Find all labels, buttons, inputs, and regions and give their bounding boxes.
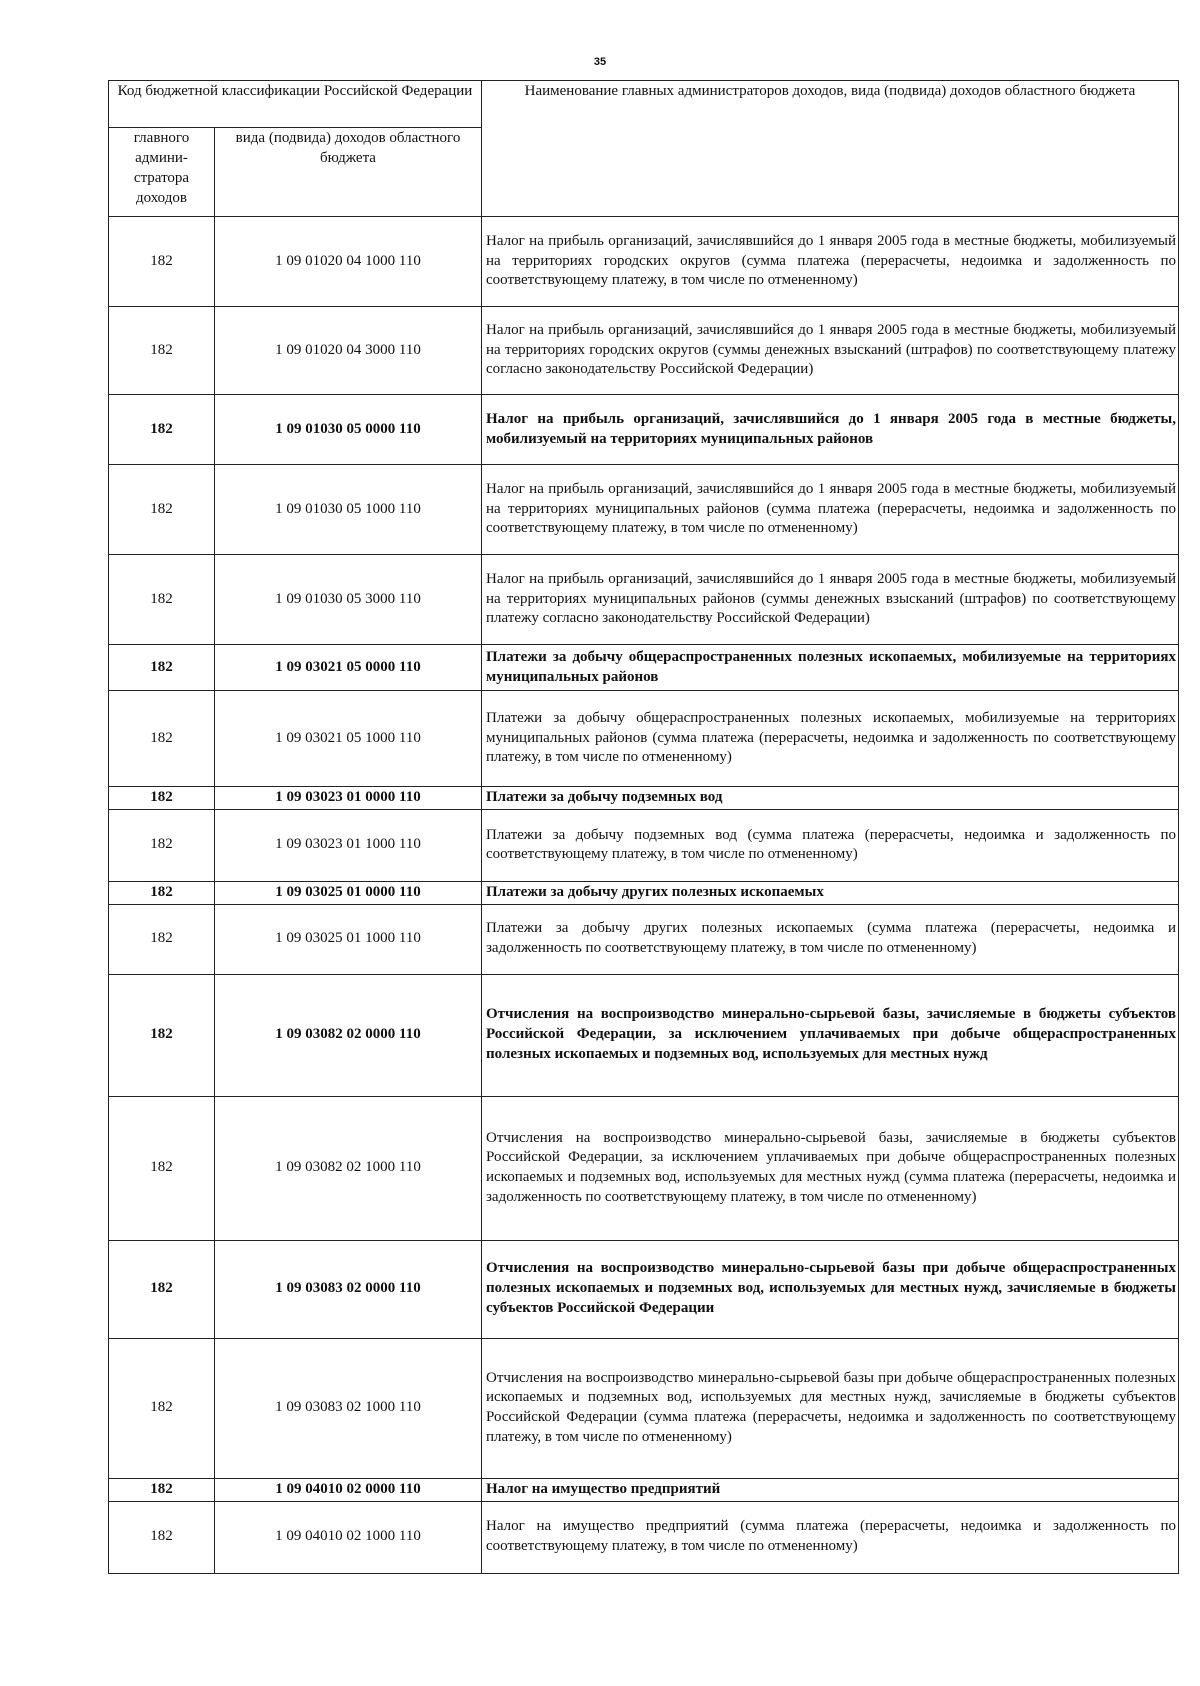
table-row <box>109 1478 1179 1501</box>
admin-code-cell: 182 <box>109 881 215 904</box>
admin-code-cell: 182 <box>109 555 215 645</box>
admin-code-cell: 182 <box>109 691 215 787</box>
table-row <box>109 555 1179 645</box>
description-cell: Платежи за добычу общераспространенных полезных ископаемых, мобилизуемые на территориях муниципальных районов (сумма платежа (перерасчеты, недоимка и задолженность по соответствующему платежу, в том числе по отмененному) <box>482 691 1179 787</box>
admin-code-cell: 182 <box>109 395 215 465</box>
budget-code-cell: 1 09 01030 05 1000 110 <box>215 465 482 555</box>
header-income-type: вида (подвида) доходов областного бюджета <box>215 128 482 217</box>
budget-code-cell: 1 09 01020 04 1000 110 <box>215 217 482 307</box>
budget-classification-table <box>108 80 1179 1574</box>
description-cell: Платежи за добычу других полезных ископаемых (сумма платежа (перерасчеты, недоимка и задолженность по соответствующему платежу, в том числе по отмененному) <box>482 904 1179 974</box>
description-cell: Налог на имущество предприятий <box>482 1478 1179 1501</box>
budget-code-cell: 1 09 03082 02 1000 110 <box>215 1096 482 1240</box>
description-cell: Платежи за добычу подземных вод (сумма платежа (перерасчеты, недоимка и задолженность по соответствующему платежу, в том числе по отмененному) <box>482 809 1179 881</box>
admin-code-cell: 182 <box>109 1338 215 1478</box>
table-row <box>109 1338 1179 1478</box>
page-number: 35 <box>593 56 607 68</box>
table-row <box>109 1096 1179 1240</box>
table-row <box>109 881 1179 904</box>
budget-code-cell: 1 09 04010 02 1000 110 <box>215 1501 482 1573</box>
budget-code-cell: 1 09 03083 02 0000 110 <box>215 1240 482 1338</box>
table-row <box>109 787 1179 810</box>
admin-code-cell: 182 <box>109 1478 215 1501</box>
budget-code-cell: 1 09 01030 05 3000 110 <box>215 555 482 645</box>
description-cell: Налог на прибыль организаций, зачислявшийся до 1 января 2005 года в местные бюджеты, мобилизуемый на территориях городских округов (сумма платежа (перерасчеты, недоимка и задолженность по соответствующему платежу, в том числе по отмененному) <box>482 217 1179 307</box>
budget-code-cell: 1 09 03023 01 1000 110 <box>215 809 482 881</box>
description-cell: Налог на прибыль организаций, зачислявшийся до 1 января 2005 года в местные бюджеты, мобилизуемый на территориях муниципальных районов <box>482 395 1179 465</box>
description-cell: Платежи за добычу других полезных ископаемых <box>482 881 1179 904</box>
budget-code-cell: 1 09 03083 02 1000 110 <box>215 1338 482 1478</box>
table-row <box>109 645 1179 691</box>
budget-code-cell: 1 09 01030 05 0000 110 <box>215 395 482 465</box>
admin-code-cell: 182 <box>109 904 215 974</box>
admin-code-cell: 182 <box>109 809 215 881</box>
description-cell: Налог на имущество предприятий (сумма платежа (перерасчеты, недоимка и задолженность по соответствующему платежу, в том числе по отмененному) <box>482 1501 1179 1573</box>
admin-code-cell: 182 <box>109 1096 215 1240</box>
budget-code-cell: 1 09 03021 05 1000 110 <box>215 691 482 787</box>
description-cell: Платежи за добычу общераспространенных полезных ископаемых, мобилизуемые на территориях муниципальных районов <box>482 645 1179 691</box>
budget-code-cell: 1 09 03021 05 0000 110 <box>215 645 482 691</box>
header-name: Наименование главных администраторов доходов, вида (подвида) доходов областного бюджета <box>482 81 1179 217</box>
admin-code-cell: 182 <box>109 974 215 1096</box>
description-cell: Отчисления на воспроизводство минерально-сырьевой базы при добыче общераспространенных полезных ископаемых и подземных вод, используемых для местных нужд, зачисляемые в бюджеты субъектов Российской Федерации <box>482 1240 1179 1338</box>
budget-code-cell: 1 09 03023 01 0000 110 <box>215 787 482 810</box>
table-row <box>109 217 1179 307</box>
description-cell: Отчисления на воспроизводство минерально-сырьевой базы, зачисляемые в бюджеты субъектов Российской Федерации, за исключением уплачиваемых при добыче общераспространенных полезных ископаемых и подземных вод, используемых для местных нужд <box>482 974 1179 1096</box>
table-header-row <box>109 81 1179 128</box>
admin-code-cell: 182 <box>109 217 215 307</box>
admin-code-cell: 182 <box>109 645 215 691</box>
table-row <box>109 1501 1179 1573</box>
budget-code-cell: 1 09 01020 04 3000 110 <box>215 307 482 395</box>
admin-code-cell: 182 <box>109 1240 215 1338</box>
budget-code-cell: 1 09 03025 01 1000 110 <box>215 904 482 974</box>
admin-code-cell: 182 <box>109 787 215 810</box>
budget-code-cell: 1 09 03025 01 0000 110 <box>215 881 482 904</box>
description-cell: Налог на прибыль организаций, зачислявшийся до 1 января 2005 года в местные бюджеты, мобилизуемый на территориях муниципальных районов (сумма платежа (перерасчеты, недоимка и задолженность по соответствующему платежу, в том числе по отмененному) <box>482 465 1179 555</box>
table-row <box>109 1240 1179 1338</box>
table-row <box>109 974 1179 1096</box>
table-row <box>109 809 1179 881</box>
budget-code-cell: 1 09 03082 02 0000 110 <box>215 974 482 1096</box>
admin-code-cell: 182 <box>109 307 215 395</box>
description-cell: Налог на прибыль организаций, зачислявшийся до 1 января 2005 года в местные бюджеты, мобилизуемый на территориях городских округов (суммы денежных взысканий (штрафов) по соответствующему платежу согласно законодательству Российской Федерации) <box>482 307 1179 395</box>
description-cell: Платежи за добычу подземных вод <box>482 787 1179 810</box>
table-row <box>109 307 1179 395</box>
table-row <box>109 465 1179 555</box>
admin-code-cell: 182 <box>109 1501 215 1573</box>
admin-code-cell: 182 <box>109 465 215 555</box>
table-row <box>109 904 1179 974</box>
description-cell: Налог на прибыль организаций, зачислявшийся до 1 января 2005 года в местные бюджеты, мобилизуемый на территориях муниципальных районов (суммы денежных взысканий (штрафов) по соответствующему платежу согласно законодательству Российской Федерации) <box>482 555 1179 645</box>
description-cell: Отчисления на воспроизводство минерально-сырьевой базы, зачисляемые в бюджеты субъектов Российской Федерации, за исключением уплачиваемых при добыче общераспространенных полезных ископаемых и подземных вод, используемых для местных нужд (сумма платежа (перерасчеты, недоимка и задолженность по соответствующему платежу, в том числе по отмененному) <box>482 1096 1179 1240</box>
budget-code-cell: 1 09 04010 02 0000 110 <box>215 1478 482 1501</box>
header-budget-code: Код бюджетной классификации Российской Федерации <box>109 81 482 128</box>
header-admin-code: главного админи-стратора доходов <box>109 128 215 217</box>
description-cell: Отчисления на воспроизводство минерально-сырьевой базы при добыче общераспространенных полезных ископаемых и подземных вод, используемых для местных нужд, зачисляемые в бюджеты субъектов Российской Федерации (сумма платежа (перерасчеты, недоимка и задолженность по соответствующему платежу, в том числе по отмененному) <box>482 1338 1179 1478</box>
table-row <box>109 691 1179 787</box>
table-row <box>109 395 1179 465</box>
